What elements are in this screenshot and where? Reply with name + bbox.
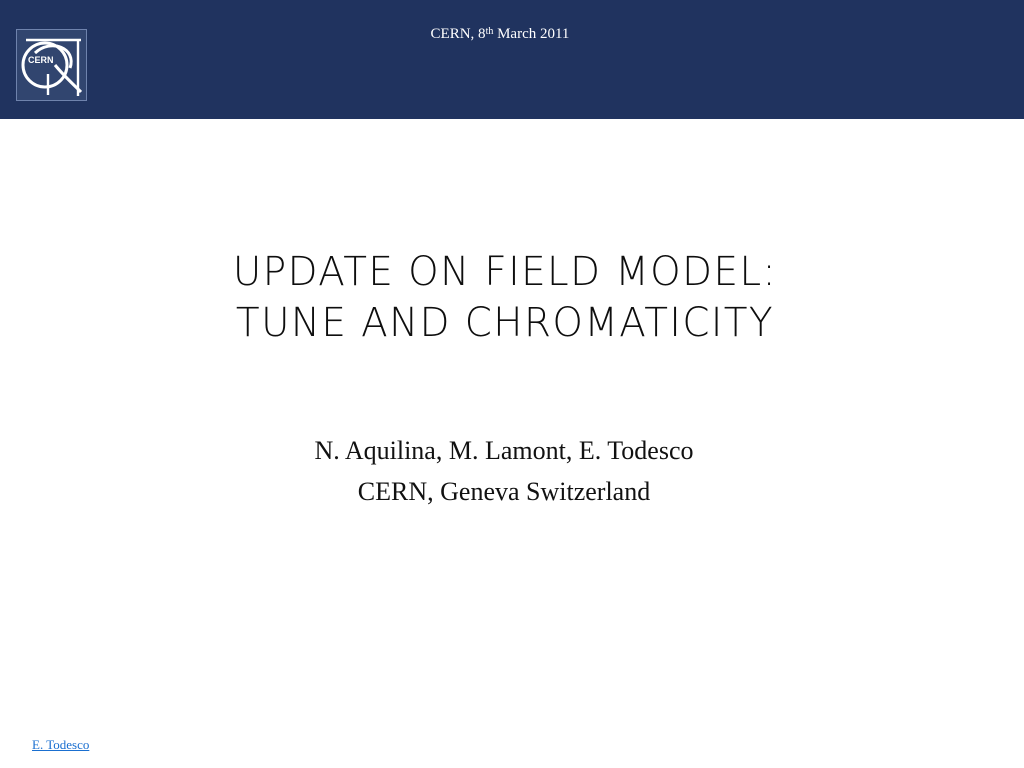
logo-label: CERN [28,55,54,65]
presentation-date [0,24,1000,44]
date-superscript: th [485,26,494,37]
author-affiliation: CERN, Geneva Switzerland [357,477,651,506]
author-names: N. Aquilina, M. Lamont, E. Todesco [314,436,694,465]
slide-title [15,247,995,349]
slide-title-line-2: TUNE AND CHROMATICITY [235,300,775,346]
slide-title-line-1: UPDATE ON FIELD MODEL: [232,249,778,295]
author-block [0,430,1008,512]
footer-author-link[interactable]: E. Todesco [32,737,90,752]
logo-ring [23,43,67,87]
date-prefix: CERN, 8 [430,26,486,42]
header-band [0,0,1024,119]
date-suffix: March 2011 [493,26,570,42]
